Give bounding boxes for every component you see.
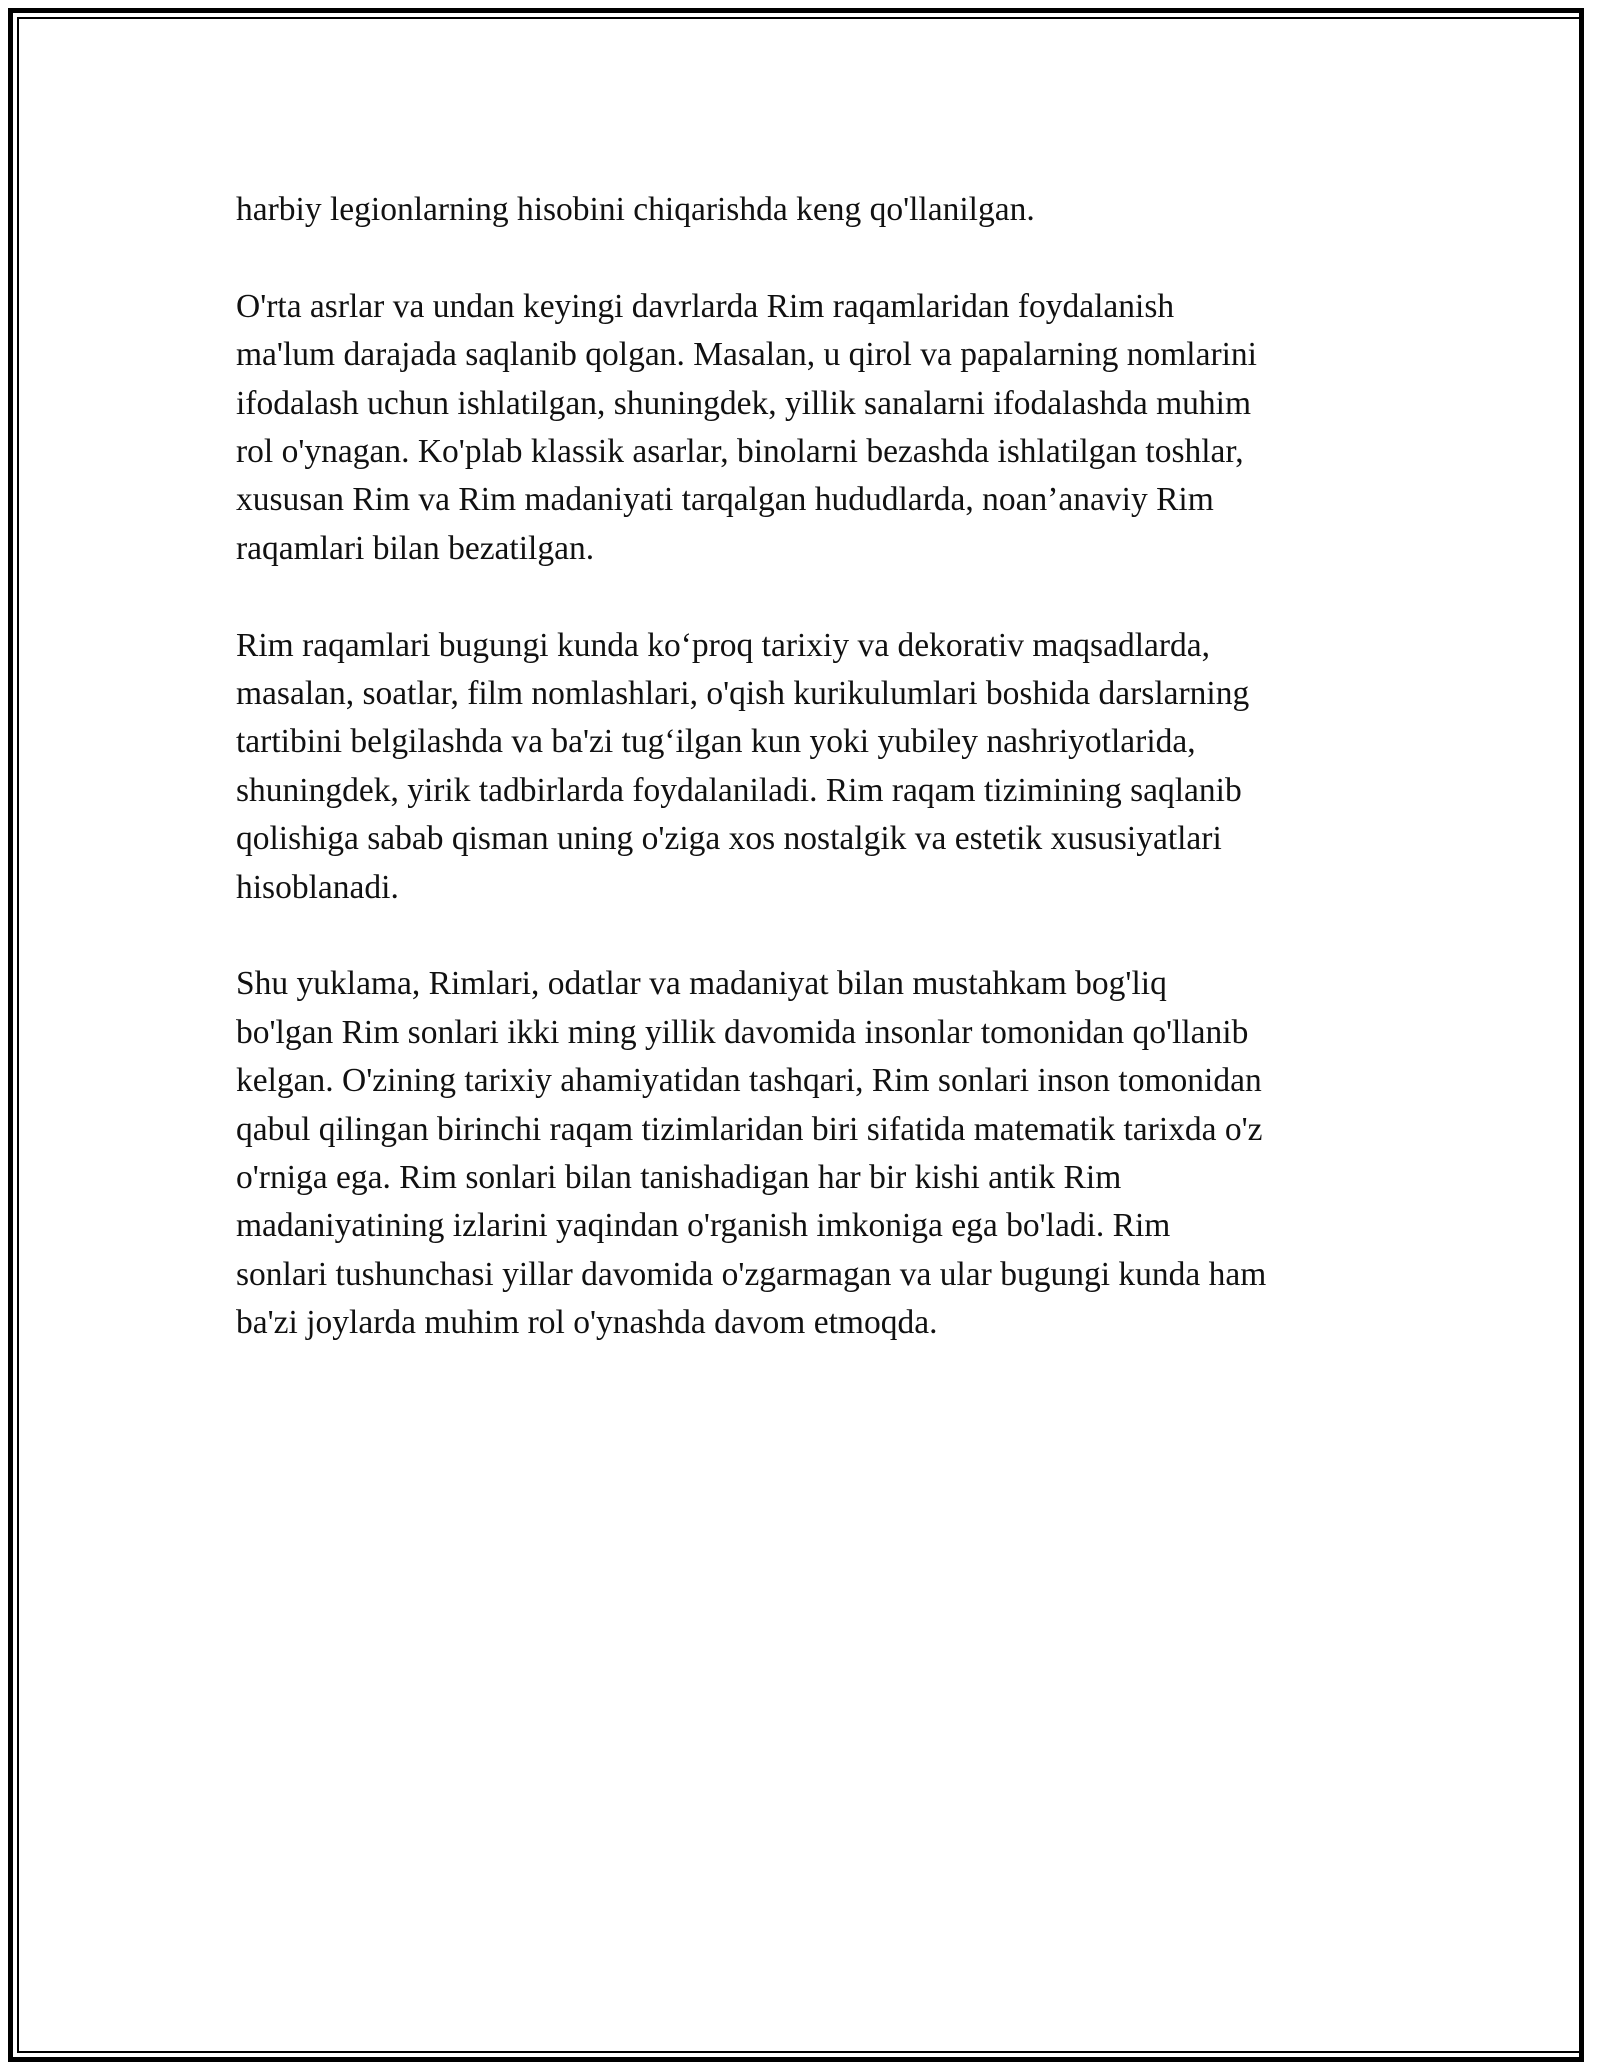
document-body (236, 186, 1386, 1396)
paragraph-2: O'rta asrlar va undan keyingi davrlarda Rim raqamlaridan foydalanish ma'lum darajada saqlanib qolgan. Masalan, u qirol va papalarning nomlarini ifodalash uchun ishlatilgan, shuningdek, yillik sanalarni ifodalashda muhim rol o'ynagan. Ko'plab klassik asarlar, binolarni bezashda ishlatilgan toshlar, xususan Rim va Rim madaniyati tarqalgan hududlarda, noan’anaviy Rim raqamlari bilan bezatilgan. (236, 287, 1257, 567)
paragraph-1: harbiy legionlarning hisobini chiqarishda keng qo'llanilgan. (236, 191, 1035, 228)
paragraph-4: Shu yuklama, Rimlari, odatlar va madaniyat bilan mustahkam bog'liq bo'lgan Rim sonlari ikki ming yillik davomida insonlar tomonidan qo'llanib kelgan. O'zining tarixiy ahamiyatidan tashqari, Rim sonlari inson tomonidan qabul qilingan birinchi raqam tizimlaridan biri sifatida matematik tarixda o'z o'rniga ega. Rim sonlari bilan tanishadigan har bir kishi antik Rim madaniyatining izlarini yaqindan o'rganish imkoniga ega bo'ladi. Rim sonlari tushunchasi yillar davomida o'zgarmagan va ular bugungi kunda ham ba'zi joylarda muhim rol o'ynashda davom etmoqda. (236, 965, 1267, 1342)
paragraph-3: Rim raqamlari bugungi kunda ko‘proq tarixiy va dekorativ maqsadlarda, masalan, soatlar, film nomlashlari, o'qish kurikulumlari boshida darslarning tartibini belgilashda va ba'zi tug‘ilgan kun yoki yubiley nashriyotlarida, shuningdek, yirik tadbirlarda foydalaniladi. Rim raqam tizimining saqlanib qolishiga sabab qisman uning o'ziga xos nostalgik va estetik xususiyatlari hisoblanadi. (236, 626, 1250, 906)
